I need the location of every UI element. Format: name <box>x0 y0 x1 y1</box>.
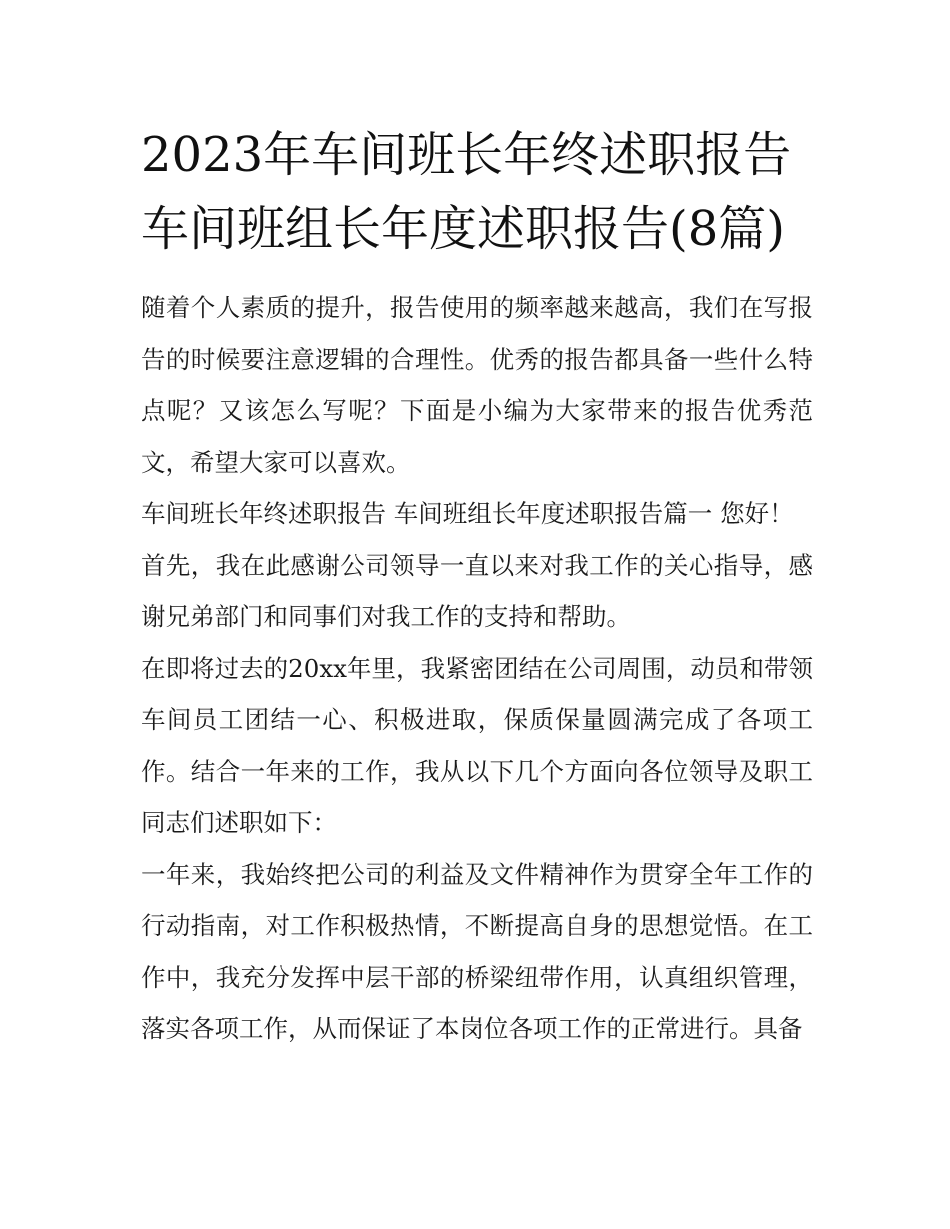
paragraph-work: 一年来，我始终把公司的利益及文件精神作为贯穿全年工作的行动指南，对工作积极热情，不断提高自身的思想觉悟。在工作中，我充分发挥中层干部的桥梁纽带作用，认真组织管理，落实各项工作，从而保证了本岗位各项工作的正常进行。具备 <box>141 859 813 1043</box>
paragraph-intro: 随着个人素质的提升，报告使用的频率越来越高，我们在写报告的时候要注意逻辑的合理性。优秀的报告都具备一些什么特点呢？又该怎么写呢？下面是小编为大家带来的报告优秀范文，希望大家可以喜欢。 <box>141 293 813 477</box>
paragraph-thanks: 首先，我在此感谢公司领导一直以来对我工作的关心指导，感谢兄弟部门和同事们对我工作的支持和帮助。 <box>141 550 813 631</box>
document-title: 2023年车间班长年终述职报告 车间班组长年度述职报告(8篇) <box>141 127 792 257</box>
document-body <box>141 118 813 1055</box>
paragraph-greeting: 车间班长年终述职报告 车间班组长年度述职报告篇一 您好！ <box>141 499 794 528</box>
paragraph-summary: 在即将过去的20xx年里，我紧密团结在公司周围，动员和带领车间员工团结一心、积极进取，保质保量圆满完成了各项工作。结合一年来的工作，我从以下几个方面向各位领导及职工同志们述职如下： <box>141 653 813 837</box>
